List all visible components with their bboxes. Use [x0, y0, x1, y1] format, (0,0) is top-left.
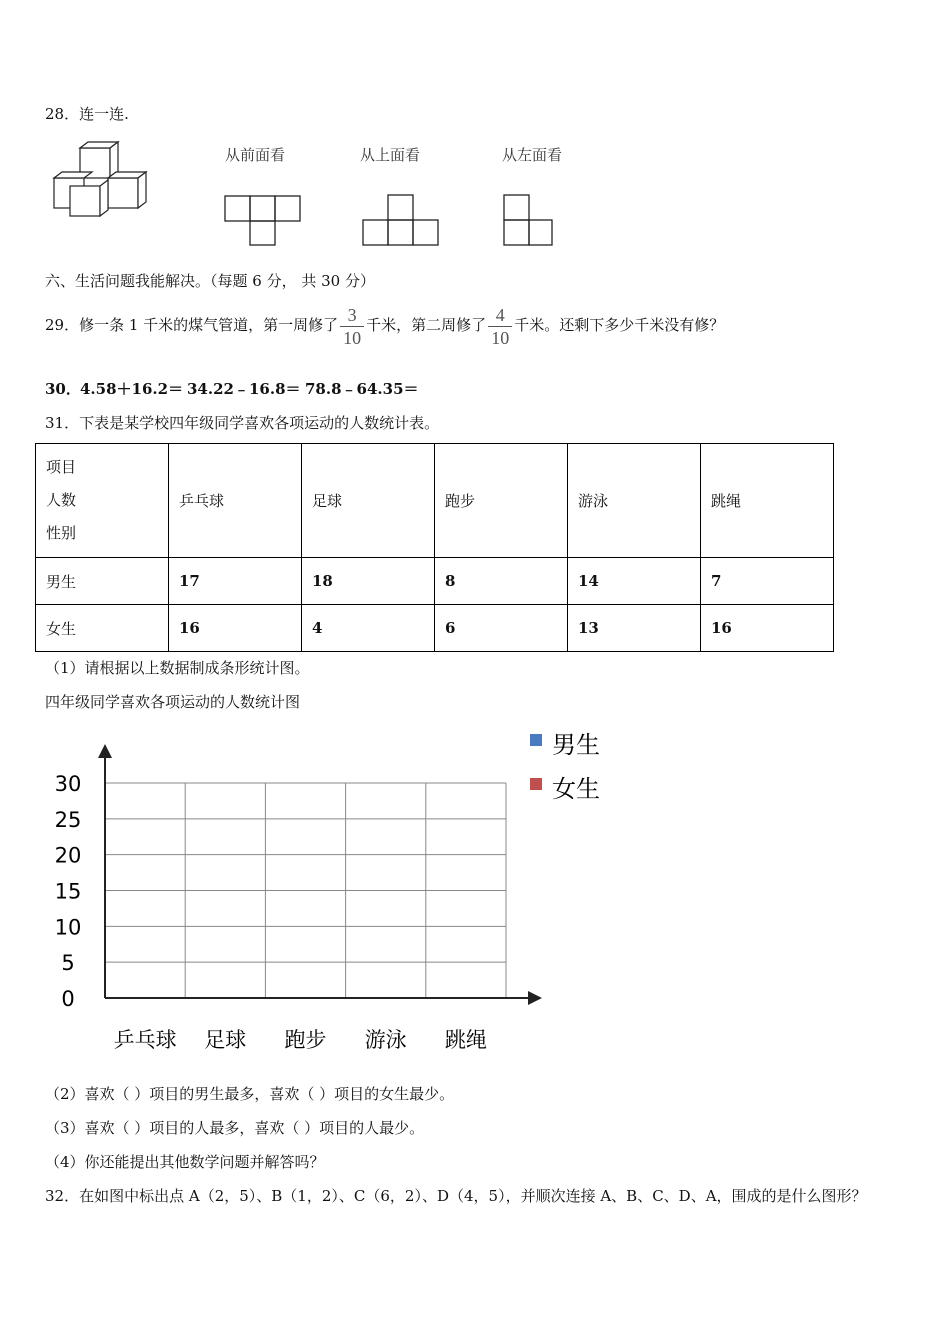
- x-category-label: 乒乓球: [113, 1028, 177, 1052]
- legend-swatch: [530, 778, 542, 790]
- table-cell: 4: [302, 605, 435, 652]
- view-label-left: 从左面看: [502, 146, 563, 164]
- table-header-cell: 游泳: [568, 444, 701, 558]
- q31-sub3: （3）喜欢（ ）项目的人最多，喜欢（ ）项目的人最少。: [45, 1119, 425, 1137]
- q29-part3: 千米。还剩下多少千米没有修？: [514, 316, 725, 334]
- x-category-label: 跑步: [284, 1028, 327, 1052]
- table-row-label: 女生: [36, 605, 169, 652]
- table-header-cell: 足球: [302, 444, 435, 558]
- q30-label: 30．: [45, 380, 81, 398]
- table-cell: 6: [435, 605, 568, 652]
- q31-sub1: （1）请根据以上数据制成条形统计图。: [45, 659, 310, 677]
- front-view-shape: [223, 192, 303, 248]
- y-tick-label: 10: [54, 915, 82, 940]
- x-category-label: 游泳: [364, 1028, 407, 1052]
- q29-fraction-2: $\frac{4}{10}$: [488, 306, 512, 347]
- view-label-top: 从上面看: [360, 146, 421, 164]
- q29-text: [45, 293, 724, 357]
- table-cell: 18: [302, 558, 435, 605]
- legend-label: 女生: [552, 775, 600, 803]
- q31-sub4: （4）你还能提出其他数学问题并解答吗？: [45, 1153, 325, 1171]
- x-axis-arrow: [528, 991, 542, 1005]
- q28-title: 28．连一连.: [45, 105, 129, 123]
- table-cell: 13: [568, 605, 701, 652]
- y-axis-arrow: [98, 744, 112, 758]
- blank-bar-chart: [40, 720, 620, 1065]
- y-tick-label: 15: [54, 879, 82, 904]
- table-row: [36, 558, 834, 605]
- chart-grid: [105, 783, 506, 998]
- q31-title: 31．下表是某学校四年级同学喜欢各项运动的人数统计表。: [45, 414, 440, 432]
- chart-category-labels: [114, 1028, 487, 1052]
- q29-fraction-1: $\frac{3}{10}$: [340, 306, 364, 347]
- top-view-shape: [361, 192, 441, 248]
- x-category-label: 足球: [204, 1028, 247, 1052]
- q29-part1: 29．修一条 1 千米的煤气管道，第一周修了: [45, 316, 339, 334]
- section-six-heading: 六、生活问题我能解决。（每题 6 分， 共 30 分）: [45, 272, 375, 290]
- chart-y-tick-labels: [55, 772, 82, 1011]
- y-tick-label: 30: [54, 772, 82, 796]
- table-row-label: 男生: [36, 558, 169, 605]
- y-tick-label: 0: [61, 987, 75, 1011]
- table-cell: 14: [568, 558, 701, 605]
- table-cell: 16: [701, 605, 834, 652]
- legend-swatch: [530, 734, 542, 746]
- q32-text: 32．在如图中标出点 A（2，5）、B（1，2）、C（6，2）、D（4，5），并顺次连接 A、B、C、D、A，围成的是什么图形？: [45, 1187, 867, 1205]
- x-category-label: 跳绳: [444, 1028, 487, 1052]
- cube-stack-figure: [50, 140, 150, 220]
- table-header-cell: 跑步: [435, 444, 568, 558]
- left-view-shape: [502, 192, 558, 248]
- q31-sub2: （2）喜欢（ ）项目的男生最多，喜欢（ ）项目的女生最少。: [45, 1085, 455, 1103]
- y-tick-label: 5: [61, 951, 75, 976]
- q29-part2: 千米，第二周修了: [366, 316, 487, 334]
- table-cell: 17: [169, 558, 302, 605]
- table-header-cell: 跳绳: [701, 444, 834, 558]
- table-header-corner: 项目 人数 性别: [36, 444, 169, 558]
- table-header-row: [36, 444, 834, 558]
- y-tick-label: 25: [54, 807, 82, 832]
- q30-expr-1: 4.58＋16.2＝: [80, 380, 184, 398]
- table-cell: 8: [435, 558, 568, 605]
- table-header-cell: 乒乓球: [169, 444, 302, 558]
- table-cell: 16: [169, 605, 302, 652]
- chart-legend: [530, 731, 600, 803]
- legend-label: 男生: [552, 731, 600, 759]
- y-tick-label: 20: [54, 843, 82, 868]
- table-row: [36, 605, 834, 652]
- q30-expr-3: 78.8﹣64.35＝: [305, 380, 419, 398]
- table-cell: 7: [701, 558, 834, 605]
- sports-stats-table: [35, 443, 834, 652]
- q30-expr-2: 34.22﹣16.8＝: [187, 380, 301, 398]
- view-label-front: 从前面看: [225, 146, 286, 164]
- chart-caption: 四年级同学喜欢各项运动的人数统计图: [45, 693, 301, 711]
